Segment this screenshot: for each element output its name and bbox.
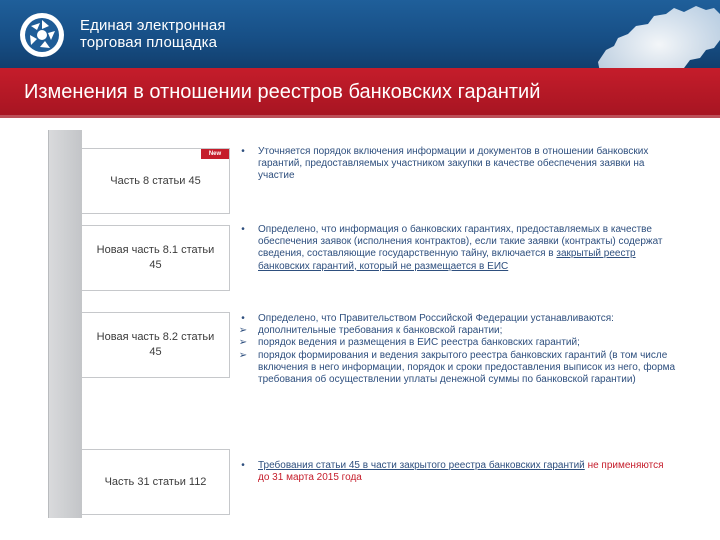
section-box-part-8 xyxy=(82,148,230,214)
bullet-dot-icon: • xyxy=(241,224,245,235)
description-item xyxy=(236,460,676,484)
header-banner xyxy=(0,0,720,68)
brand-line-1: Единая электронная xyxy=(80,17,226,34)
description-item xyxy=(236,313,676,325)
section-description-0 xyxy=(236,146,676,183)
etp-shutter-logo-icon xyxy=(19,12,65,58)
description-item xyxy=(236,337,676,349)
description-text: порядок ведения и размещения в ЕИС реестра банковских гарантий; xyxy=(258,337,580,349)
bullet-dot-icon: • xyxy=(241,313,245,324)
section-label: Новая часть 8.2 статьи 45 xyxy=(96,331,215,358)
description-text: Требования статьи 45 в части закрытого реестра банковских гарантий xyxy=(258,460,585,471)
section-label: Новая часть 8.1 статьи 45 xyxy=(96,244,215,271)
brand-line-2: торговая площадка xyxy=(80,34,218,51)
description-item xyxy=(236,146,676,183)
bullet-dot-icon: • xyxy=(241,146,245,157)
arrow-bullet-icon: ➢ xyxy=(238,349,248,361)
section-description-3 xyxy=(236,460,676,484)
section-box-part-8-2 xyxy=(82,312,230,378)
page-title: Изменения в отношении реестров банковских гарантий xyxy=(24,81,541,103)
brand-name xyxy=(80,17,226,51)
description-text: не применяются до 31 марта 2015 года xyxy=(258,460,664,484)
description-item xyxy=(236,224,676,273)
section-label: Часть 8 статьи 45 xyxy=(110,174,201,187)
description-text: дополнительные требования к банковской гарантии; xyxy=(258,325,503,337)
section-description-2 xyxy=(236,313,676,386)
description-item xyxy=(236,350,676,387)
timeline-spine xyxy=(48,130,82,518)
new-badge: New xyxy=(201,149,229,159)
description-text: порядок формирования и ведения закрытого реестра банковских гарантий (в том числе включения в него информации, порядок и сроки предоставления выписок из него, форма требования об осуществлении уплаты денежной суммы по банковской гарантии) xyxy=(258,349,676,386)
title-bar xyxy=(0,68,720,118)
section-label: Часть 31 статьи 112 xyxy=(104,475,207,488)
russia-map-watermark-icon xyxy=(592,0,720,68)
arrow-bullet-icon: ➢ xyxy=(238,325,248,337)
section-box-part-8-1 xyxy=(82,225,230,291)
description-text: Определено, что информация о банковских гарантиях, предоставляемых в качестве обеспечения заявок (исполнения контрактов), если такие заявки (контракты) содержат сведения, составляющие государственную тайну, включается в xyxy=(258,224,663,260)
description-text: Определено, что Правительством Российской Федерации устанавливаются: xyxy=(258,313,614,324)
section-box-part-31 xyxy=(82,449,230,515)
arrow-bullet-icon: ➢ xyxy=(238,337,248,349)
bullet-dot-icon: • xyxy=(241,460,245,471)
section-description-1 xyxy=(236,224,676,273)
description-text: Уточняется порядок включения информации и документов в отношении банковских гарантий, предоставляемых участником закупки в качестве обеспечения заявки на участие xyxy=(258,146,649,182)
description-item xyxy=(236,325,676,337)
description-text: закрытый реестр банковских гарантий, который не размещается в ЕИС xyxy=(258,248,636,272)
